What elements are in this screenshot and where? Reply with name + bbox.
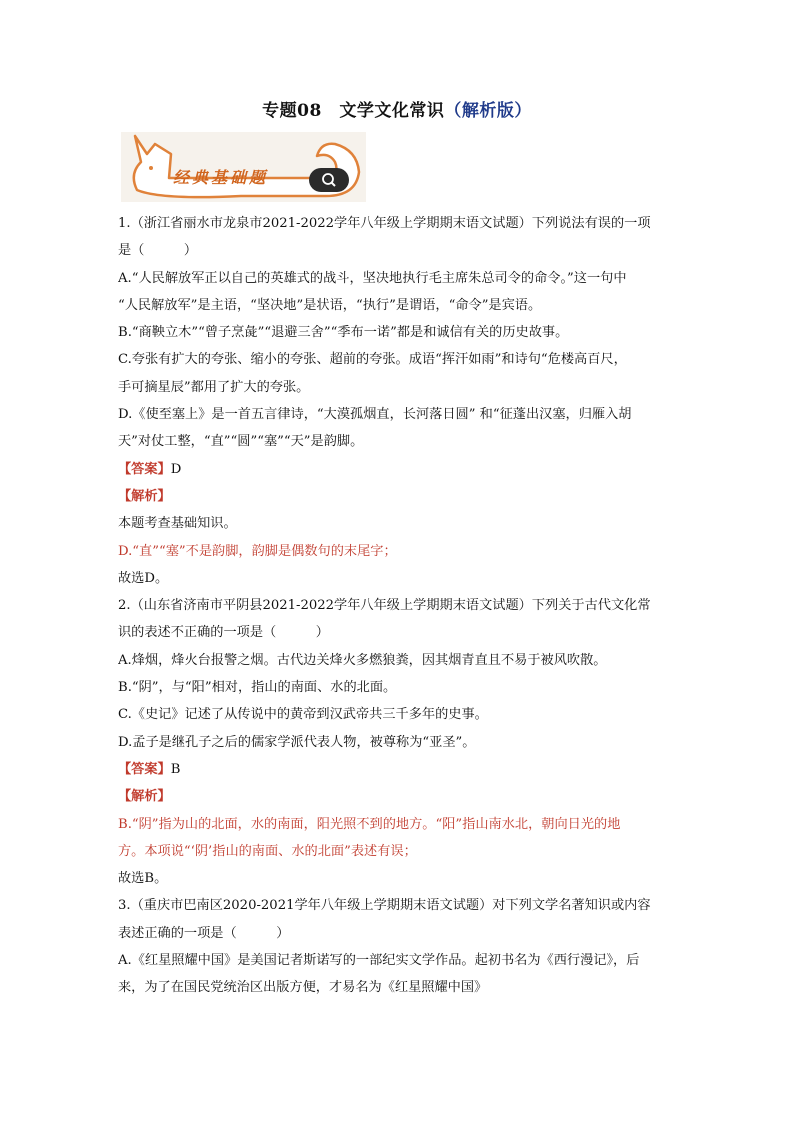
option-line: 来，为了在国民党统治区出版方便，才易名为《红星照耀中国》 bbox=[118, 980, 488, 996]
answer-line bbox=[118, 456, 678, 483]
option-line: B.“阴”，与“阳”相对，指山的南面、水的北面。 bbox=[118, 680, 397, 696]
question-stem-line: 识的表述不正确的一项是（ ） bbox=[118, 625, 329, 641]
option-line: 天”对仗工整，“直”“圆”“塞”“天”是韵脚。 bbox=[118, 434, 364, 450]
conclusion-line: 故选D。 bbox=[118, 570, 169, 586]
page-title bbox=[0, 96, 794, 121]
option-line: 手可摘星辰”都用了扩大的夸张。 bbox=[118, 379, 310, 395]
answer-value: D bbox=[170, 461, 182, 477]
question-1 bbox=[118, 210, 678, 592]
answer-tag: 【答案】 bbox=[118, 461, 171, 477]
analysis-highlight-line: B.“阴”指为山的北面，水的南面，阳光照不到的地方。“阳”指山南水北，朝向日光的地 bbox=[118, 816, 621, 832]
question-stem-line: 表述正确的一项是（ ） bbox=[118, 925, 290, 941]
analysis-tag: 【解析】 bbox=[118, 488, 171, 504]
option-line: A.烽烟，烽火台报警之烟。古代边关烽火多燃狼粪，因其烟青直且不易于被风吹散。 bbox=[118, 652, 607, 668]
analysis-highlight-line: D.“直”“塞”不是韵脚，韵脚是偶数句的末尾字； bbox=[118, 543, 397, 559]
banner-text: 经典基础题 bbox=[173, 168, 269, 187]
conclusion-line: 故选B。 bbox=[118, 871, 168, 887]
question-stem-line: 是（ ） bbox=[118, 243, 198, 259]
title-main: 专题08 文学文化常识 bbox=[262, 101, 445, 121]
question-stem-line: 2.（山东省济南市平阴县2021-2022学年八年级上学期期末语文试题）下列关于古代文化常 bbox=[118, 598, 651, 614]
option-line: D.《使至塞上》是一首五言律诗，“大漠孤烟直，长河落日圆” 和“征蓬出汉塞，归雁入胡 bbox=[118, 407, 632, 423]
option-line: A.《红星照耀中国》是美国记者斯诺写的一部纪实文学作品。起初书名为《西行漫记》，后 bbox=[118, 953, 640, 969]
question-stem-line: 3.（重庆市巴南区2020-2021学年八年级上学期期末语文试题）对下列文学名著知识或内容 bbox=[118, 898, 651, 914]
option-line: C.夸张有扩大的夸张、缩小的夸张、超前的夸张。成语“挥汗如雨”和诗句“危楼高百尺， bbox=[118, 352, 627, 368]
question-3 bbox=[118, 892, 678, 1001]
answer-tag: 【答案】 bbox=[118, 761, 171, 777]
option-line: A.“人民解放军正以自己的英雄式的战斗，坚决地执行毛主席朱总司令的命令。”这一句中 bbox=[118, 270, 627, 286]
analysis-line: 本题考查基础知识。 bbox=[118, 516, 237, 532]
questions-content bbox=[118, 210, 678, 1002]
section-banner bbox=[121, 132, 366, 202]
option-line: “人民解放军”是主语，“坚决地”是状语，“执行”是谓语，“命令”是宾语。 bbox=[118, 297, 542, 313]
question-2 bbox=[118, 592, 678, 892]
search-icon bbox=[309, 168, 349, 192]
option-line: B.“商鞅立木”“曾子烹彘”“退避三舍”“季布一诺”都是和诚信有关的历史故事。 bbox=[118, 325, 569, 341]
analysis-highlight-line: 方。本项说“‘阴’指山的南面、水的北面”表述有误； bbox=[118, 843, 417, 859]
option-line: D.孟子是继孔子之后的儒家学派代表人物，被尊称为“亚圣”。 bbox=[118, 734, 476, 750]
analysis-tag: 【解析】 bbox=[118, 789, 171, 805]
title-label: （解析版） bbox=[444, 101, 532, 121]
question-stem-line: 1.（浙江省丽水市龙泉市2021-2022学年八年级上学期期末语文试题）下列说法有误的一项 bbox=[118, 216, 651, 231]
option-line: C.《史记》记述了从传说中的黄帝到汉武帝共三千多年的史事。 bbox=[118, 707, 488, 723]
answer-line bbox=[118, 756, 678, 783]
answer-value: B bbox=[170, 761, 181, 777]
